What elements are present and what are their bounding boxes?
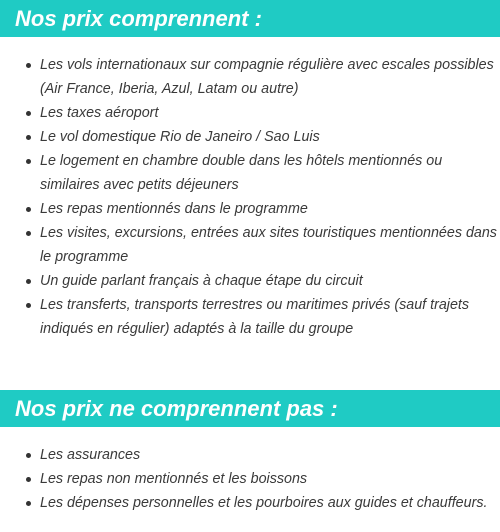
list-item <box>0 491 500 515</box>
bullet-icon <box>26 135 31 140</box>
list-item-text: Un guide parlant français à chaque étape du circuit <box>40 273 363 289</box>
list-item <box>0 125 500 149</box>
list-item-text: Les repas non mentionnés et les boissons <box>40 471 308 487</box>
list-item <box>0 443 500 467</box>
list-item-text: Les dépenses personnelles et les pourboires aux guides et chauffeurs. <box>40 495 488 511</box>
list-item-text: Les transferts, transports terrestres ou maritimes privés (sauf trajets indiqués en régulier) adaptés à la taille du groupe <box>40 297 470 337</box>
list-item <box>0 269 500 293</box>
list-item <box>0 467 500 491</box>
excluded-items-list <box>0 443 500 515</box>
list-item <box>0 221 500 269</box>
list-item-text: Le vol domestique Rio de Janeiro / Sao Luis <box>40 129 320 145</box>
bullet-icon <box>26 231 31 236</box>
list-item <box>0 101 500 125</box>
bullet-icon <box>26 111 31 116</box>
list-item-text: Les visites, excursions, entrées aux sites touristiques mentionnées dans le programme <box>40 225 497 265</box>
bullet-icon <box>26 207 31 212</box>
list-item-text: Les assurances <box>40 447 141 463</box>
bullet-icon <box>26 453 31 458</box>
included-section-header <box>0 0 500 37</box>
list-item-text: Les repas mentionnés dans le programme <box>40 201 308 217</box>
excluded-section-header <box>0 390 500 427</box>
included-items-list <box>0 53 500 341</box>
list-item-text: Les vols internationaux sur compagnie régulière avec escales possibles (Air France, Iberia, Azul, Latam ou autre) <box>40 57 494 97</box>
list-item <box>0 149 500 197</box>
excluded-section-title: Nos prix ne comprennent pas : <box>15 396 338 421</box>
list-item-text: Les taxes aéroport <box>40 105 159 121</box>
list-item <box>0 293 500 341</box>
included-section-title: Nos prix comprennent : <box>15 6 262 31</box>
bullet-icon <box>26 159 31 164</box>
bullet-icon <box>26 279 31 284</box>
bullet-icon <box>26 63 31 68</box>
bullet-icon <box>26 501 31 506</box>
list-item <box>0 197 500 221</box>
list-item <box>0 53 500 101</box>
list-item-text: Le logement en chambre double dans les hôtels mentionnés ou similaires avec petits déjeuners <box>40 153 443 193</box>
bullet-icon <box>26 303 31 308</box>
bullet-icon <box>26 477 31 482</box>
